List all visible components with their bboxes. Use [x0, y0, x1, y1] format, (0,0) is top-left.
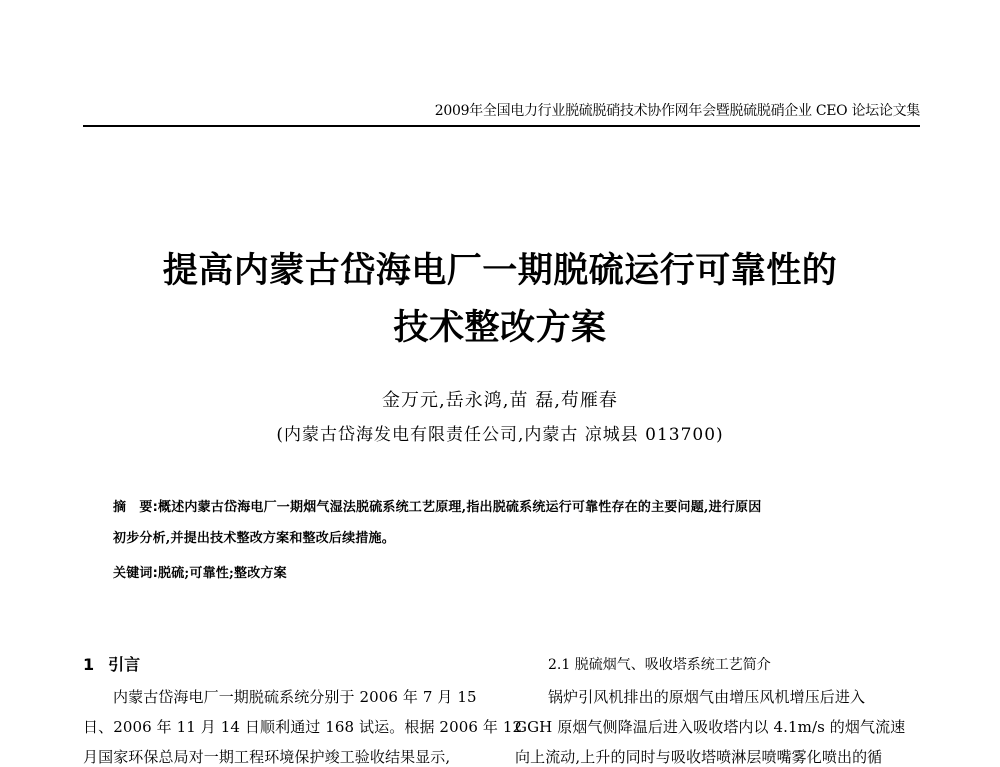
- abstract-text-1: 概述内蒙古岱海电厂一期烟气湿法脱硫系统工艺原理,指出脱硫系统运行可靠性存在的主要问题,进行原因: [158, 500, 762, 515]
- keywords-line: [113, 562, 287, 581]
- abstract-label: 摘 要:: [113, 500, 158, 515]
- header-rule: [83, 125, 920, 127]
- keywords-text: 脱硫;可靠性;整改方案: [158, 566, 287, 581]
- paper-title-line-2: 技术整改方案: [393, 308, 607, 348]
- affiliation: (内蒙古岱海发电有限责任公司,内蒙古 凉城县 013700): [276, 425, 724, 445]
- left-body-line-1: 内蒙古岱海电厂一期脱硫系统分别于 2006 年 7 月 15: [113, 688, 477, 706]
- section-heading-intro: [83, 652, 140, 675]
- section-title: 引言: [108, 655, 141, 674]
- left-body-line-3: 月国家环保总局对一期工程环境保护竣工验收结果显示,: [83, 748, 451, 766]
- right-body-line-3: 向上流动,上升的同时与吸收塔喷淋层喷嘴雾化喷出的循: [515, 748, 883, 766]
- running-header: 2009年全国电力行业脱硫脱硝技术协作网年会暨脱硫脱硝企业 CEO 论坛论文集: [434, 103, 920, 119]
- keywords-label: 关键词:: [113, 566, 158, 581]
- paper-title-line-1: 提高内蒙古岱海电厂一期脱硫运行可靠性的: [162, 251, 838, 291]
- left-body-line-2: 日、2006 年 11 月 14 日顺利通过 168 试运。根据 2006 年 12: [83, 718, 523, 736]
- subsection-heading-2-1: 2.1 脱硫烟气、吸收塔系统工艺简介: [548, 657, 771, 673]
- abstract-line-1: [113, 496, 761, 515]
- section-number: 1: [83, 655, 95, 674]
- author-list: 金万元,岳永鸿,苗 磊,苟雁春: [382, 390, 618, 411]
- right-body-line-1: 锅炉引风机排出的原烟气由增压风机增压后进入: [548, 688, 866, 706]
- abstract-line-2: 初步分析,并提出技术整改方案和整改后续措施。: [113, 531, 395, 546]
- right-body-line-2: GGH 原烟气侧降温后进入吸收塔内以 4.1m/s 的烟气流速: [515, 718, 906, 736]
